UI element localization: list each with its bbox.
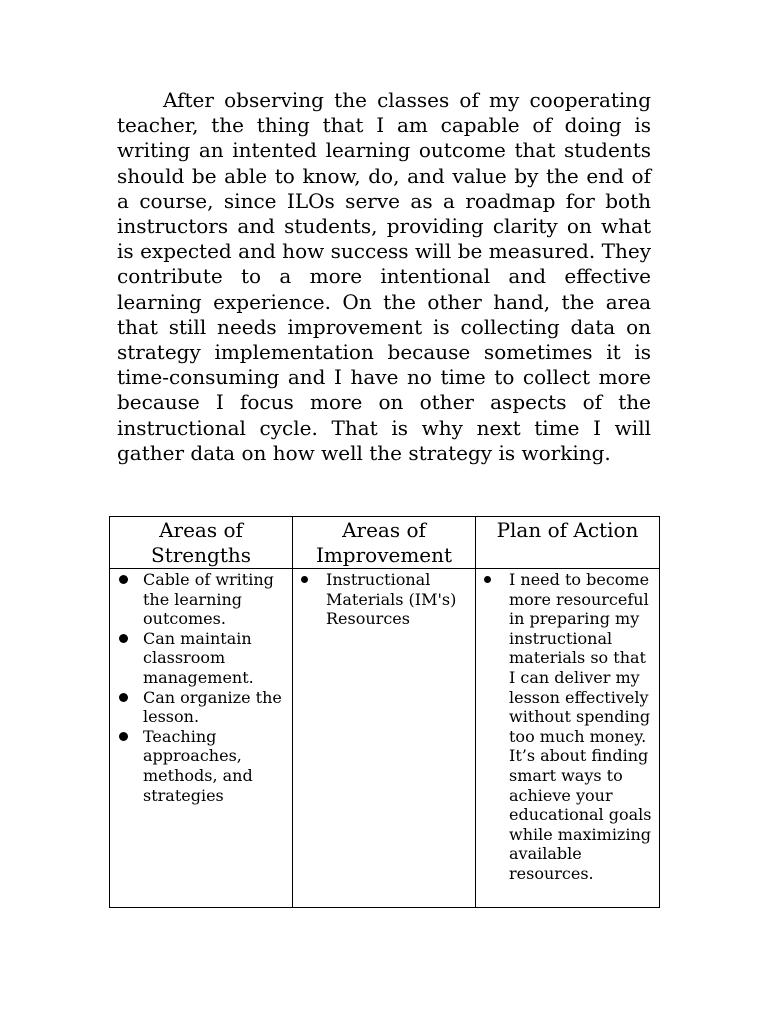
bullet-icon bbox=[301, 576, 308, 583]
bullet-icon bbox=[119, 575, 128, 584]
improvement-list bbox=[293, 569, 475, 629]
bullet-icon bbox=[484, 576, 491, 583]
header-areas-of-strengths: Areas of Strengths bbox=[110, 517, 293, 569]
list-item bbox=[110, 570, 292, 629]
table-header-row bbox=[110, 517, 660, 569]
bullet-icon bbox=[119, 693, 128, 702]
reflection-table bbox=[109, 516, 660, 908]
action-list bbox=[476, 569, 659, 884]
header-plan-of-action: Plan of Action bbox=[476, 517, 660, 569]
strength-text: Can organize the lesson. bbox=[143, 687, 282, 727]
list-item bbox=[110, 629, 292, 688]
table-row bbox=[110, 569, 660, 908]
strength-text: Cable of writing the learning outcomes. bbox=[143, 570, 274, 629]
bullet-icon bbox=[119, 732, 128, 741]
list-item bbox=[110, 727, 292, 805]
improvement-cell bbox=[293, 569, 476, 908]
strengths-list bbox=[110, 569, 292, 805]
action-text: I need to become more resourceful in preparing my instructional materials so that I can deliver my lesson effectively without spending too much money. It’s about finding smart ways to achieve your educational goals while maximizing available resources. bbox=[509, 570, 652, 883]
list-item bbox=[476, 570, 659, 884]
strength-text: Teaching approaches, methods, and strategies bbox=[143, 726, 253, 805]
header-areas-of-improvement: Areas of Improvement bbox=[293, 517, 476, 569]
list-item bbox=[110, 688, 292, 727]
strength-text: Can maintain classroom management. bbox=[143, 628, 254, 687]
list-item bbox=[293, 570, 475, 629]
action-cell bbox=[476, 569, 660, 908]
strengths-cell bbox=[110, 569, 293, 908]
bullet-icon bbox=[119, 634, 128, 643]
improvement-text: Instructional Materials (IM's) Resources bbox=[326, 570, 457, 629]
reflection-paragraph: After observing the classes of my cooperating teacher, the thing that I am capable of doing is writing an intented learning outcome that students should be able to know, do, and value by the end of a course, since ILOs serve as a roadmap for both instructors and students, providing clarity on what is expected and how success will be measured. They contribute to a more intentional and effective learning experience. On the other hand, the area that still needs improvement is collecting data on strategy implementation because sometimes it is time-consuming and I have no time to collect more because I focus more on other aspects of the instructional cycle. That is why next time I will gather data on how well the strategy is working. bbox=[117, 88, 651, 465]
